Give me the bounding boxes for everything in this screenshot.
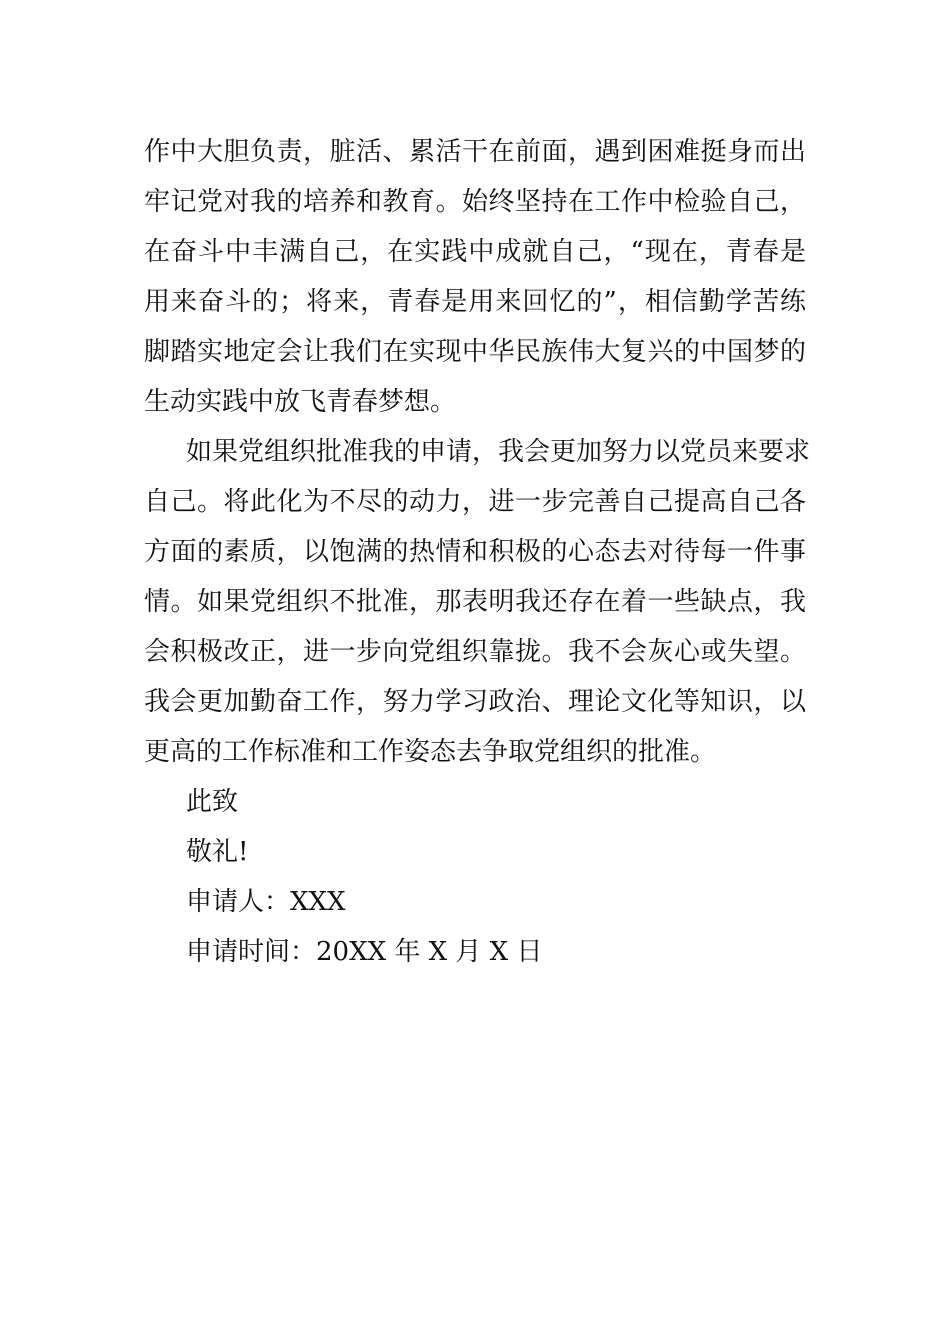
paragraph-1-line-3: 在奋斗中丰满自己，在实践中成就自己，“现在，青春是 (144, 237, 806, 267)
paragraph-2 (144, 427, 811, 777)
paragraph-2-line-1: 如果党组织批准我的申请，我会更加努力以党员来要求 (186, 437, 811, 467)
paragraph-1-line-5: 脚踏实地定会让我们在实现中华民族伟大复兴的中国梦的 (144, 337, 806, 367)
application-date: 申请时间：20XX 年 X 月 X 日 (186, 937, 543, 967)
paragraph-1-line-1: 作中大胆负责，脏活、累活干在前面，遇到困难挺身而出 (144, 137, 806, 167)
document-body (144, 127, 811, 977)
paragraph-1-line-4: 用来奋斗的；将来，青春是用来回忆的”，相信勤学苦练 (144, 287, 806, 317)
paragraph-2-line-4: 情。如果党组织不批准，那表明我还存在着一些缺点，我 (144, 587, 806, 617)
closing-salutation: 此致 (186, 787, 239, 817)
closing-regards: 敬礼! (186, 837, 249, 867)
paragraph-1 (144, 127, 806, 427)
paragraph-2-line-2: 自己。将此化为不尽的动力，进一步完善自己提高自己各 (144, 487, 806, 517)
paragraph-2-line-7: 更高的工作标准和工作姿态去争取党组织的批准。 (144, 737, 717, 767)
paragraph-1-line-6: 生动实践中放飞青春梦想。 (144, 387, 457, 417)
paragraph-2-line-5: 会积极改正，进一步向党组织靠拢。我不会灰心或失望。 (144, 637, 806, 667)
applicant-name: 申请人：XXX (186, 887, 346, 917)
closing-block (144, 777, 806, 977)
paragraph-2-line-6: 我会更加勤奋工作，努力学习政治、理论文化等知识，以 (144, 687, 806, 717)
paragraph-2-line-3: 方面的素质，以饱满的热情和积极的心态去对待每一件事 (144, 537, 806, 567)
paragraph-1-line-2: 牢记党对我的培养和教育。始终坚持在工作中检验自己， (144, 187, 806, 217)
